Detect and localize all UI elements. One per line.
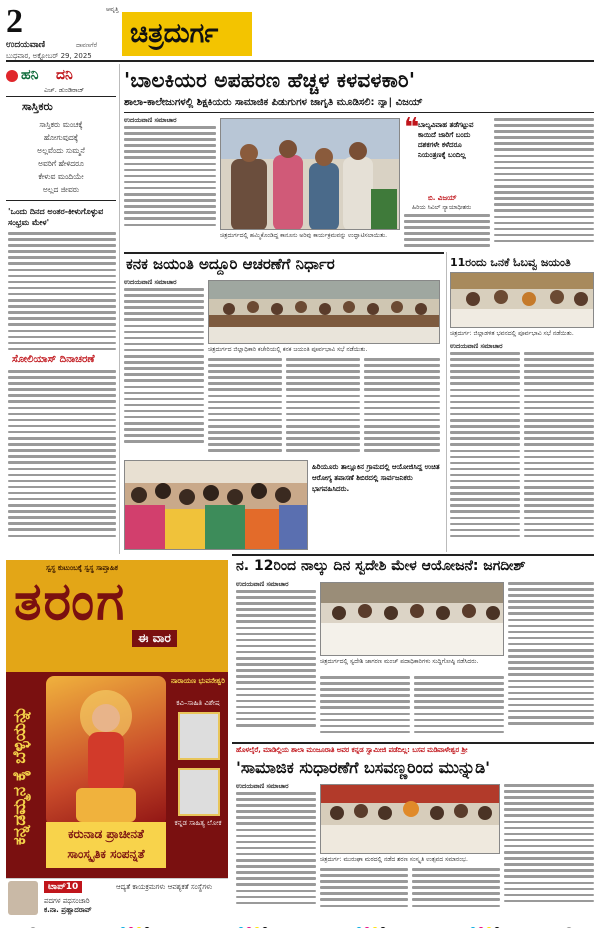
swadeshi-byline: ಉದಯವಾಣಿ ಸಮಾಚಾರ bbox=[236, 580, 289, 588]
registration-mark bbox=[470, 918, 522, 924]
edition-label: ಆವೃತ್ತಿ bbox=[106, 6, 119, 13]
registration-mark bbox=[120, 918, 172, 924]
left-story-body bbox=[8, 232, 116, 350]
swadeshi-photo bbox=[320, 582, 504, 656]
basavanna-byline: ಉದಯವಾಣಿ ಸಮಾಚಾರ bbox=[236, 782, 289, 790]
crowd-photo-caption: ಹಿರಿಯೂರು ತಾಲ್ಲೂಕಿನ ಗ್ರಾಮದಲ್ಲಿ ಆಯೋಜಿಸಿದ್ದ ಉಚಿತ ಆರೋಗ್ಯ ತಪಾಸಣೆ ಶಿಬಿರದಲ್ಲಿ ಸಾರ್ವಜನಿಕರು ಭಾಗವಹಿಸಿದರು. bbox=[312, 463, 440, 493]
registration-mark bbox=[566, 918, 600, 924]
column-rule bbox=[446, 252, 447, 552]
ad-portrait-two bbox=[178, 768, 220, 816]
ad-feature-one-sub: ಕವಿ–ಸಾಹಿತಿ ವಿಶೇಷ bbox=[176, 699, 220, 707]
divider bbox=[232, 742, 594, 744]
basavanna-headline: 'ಸಾಮಾಜಿಕ ಸುಧಾರಣೆಗೆ ಬಸವಣ್ಣರಿಂದ ಮುನ್ನುಡಿ' bbox=[236, 758, 491, 777]
lead-headline: 'ಬಾಲಕಿಯರ ಅಪಹರಣ ಹೆಚ್ಚಳ ಕಳವಳಕಾರಿ' bbox=[124, 68, 416, 92]
obavva-photo-image bbox=[451, 273, 594, 328]
obavva-byline: ಉದಯವಾಣಿ ಸಮಾಚಾರ bbox=[450, 342, 503, 350]
basavanna-kicker: ಹೊಳಲ್ಕೆರೆ, ಮಾಡಿಲ್ಲಿಯ ಶಾಲಾ ಮಂಜೂರಾತಿ ಅವರ ಕನ್ನಡ ಸ್ವಾಮೀಜಿ ಪಡೆದಿಲ್ಲ: ಬಸವ ಮಡಿವಾಳೇಶ್ವರ ಶ್ರೀ bbox=[236, 746, 468, 754]
kanaka-headline: ಕನಕ ಜಯಂತಿ ಅದ್ದೂರಿ ಆಚರಣೆಗೆ ನಿರ್ಧಾರ bbox=[126, 255, 335, 273]
poem-title: ಸಾಸ್ತಿಕರು bbox=[22, 100, 53, 113]
page-number: 2 bbox=[6, 3, 23, 40]
obavva-body-col2 bbox=[524, 352, 594, 552]
kanaka-photo-caption: ಚಿತ್ರದುರ್ಗದ ಜಿಲ್ಲಾಧಿಕಾರಿ ಕಚೇರಿಯಲ್ಲಿ ಕನಕ ಜಯಂತಿ ಪೂರ್ವಭಾವಿ ಸಭೆ ನಡೆಯಿತು. bbox=[208, 346, 368, 353]
poem bbox=[6, 118, 116, 196]
swadeshi-photo-image bbox=[321, 583, 504, 656]
lead-photo-image bbox=[221, 119, 400, 230]
poem-line: ಅಲ್ಲವೆಂದು ಸುಮ್ಮನೆ bbox=[37, 146, 85, 155]
lead-body-col1 bbox=[124, 126, 216, 230]
obavva-headline: 11ರಂದು ಒನಕೆ ಓಬವ್ವ ಜಯಂತಿ bbox=[450, 256, 571, 269]
left-story2-body bbox=[8, 370, 116, 552]
divider bbox=[124, 112, 594, 113]
masthead bbox=[6, 4, 594, 62]
lead-byline: ಉದಯವಾಣಿ ಸಮಾಚಾರ bbox=[124, 116, 177, 124]
swadeshi-body-col4 bbox=[508, 582, 594, 740]
kanaka-body-col1 bbox=[124, 288, 204, 456]
kanaka-byline: ಉದಯವಾಣಿ ಸಮಾಚಾರ bbox=[124, 278, 177, 286]
obavva-photo bbox=[450, 272, 594, 328]
kanaka-body-col3 bbox=[286, 358, 360, 458]
ad-subtitle: ಈ ವಾರ bbox=[132, 630, 177, 647]
basavanna-photo bbox=[320, 784, 500, 854]
brand-name: ಉದಯವಾಣಿ bbox=[6, 40, 46, 50]
divider bbox=[124, 252, 444, 254]
ad-bottom-text: ಕರುನಾಡ ಪ್ರಾಚೀನತೆ ಸಾಂಸ್ಕೃತಿಕ ಸಂಪನ್ನತೆ bbox=[67, 827, 145, 861]
lead-photo bbox=[220, 118, 400, 230]
deity-icon bbox=[46, 676, 166, 826]
ad-tagline: ಸ್ವಸ್ಥ ಕುಟುಂಬಕ್ಕೆ ಸ್ವಸ್ಥ ಸಾಪ್ತಾಹಿಕ bbox=[46, 564, 118, 572]
top10-avatar bbox=[8, 881, 38, 915]
lead-pullquote bbox=[404, 113, 490, 192]
taranga-ad[interactable] bbox=[6, 560, 228, 878]
kanaka-photo-image bbox=[209, 281, 440, 344]
ad-vertical-text: ಕನ್ನಡಮ್ಮನ ಕೈ ಬೆಳ್ಳಿಯನ್ನು bbox=[10, 705, 30, 845]
basavanna-body-col3 bbox=[412, 868, 500, 916]
obavva-body-col1 bbox=[450, 352, 520, 552]
hanidani-logo bbox=[6, 66, 118, 86]
ad-deity-illustration bbox=[46, 676, 166, 826]
kanaka-photo bbox=[208, 280, 440, 344]
crowd-photo-image bbox=[125, 461, 308, 550]
lead-subheadline: ಶಾಲಾ-ಕಾಲೇಜುಗಳಲ್ಲಿ ಶಿಕ್ಷಕಿಯರು ಸಾಮಾಜಿಕ ಪಿಡುಗುಗಳ ಜಾಗೃತಿ ಮೂಡಿಸಲಿ: ನ್ಯಾ| ವಿಜಯ್ bbox=[124, 97, 423, 108]
basavanna-body-col1 bbox=[236, 792, 316, 916]
top10-strip[interactable] bbox=[6, 878, 228, 916]
top10-person: ಪದಗಳ ಪಥಸಂಚಾರಿ bbox=[44, 897, 90, 905]
divider bbox=[6, 200, 116, 201]
basavanna-body-col2 bbox=[320, 868, 408, 916]
basavanna-body-col4 bbox=[504, 784, 594, 916]
left-story2-title: ಸೋಲಿಯಾಸ್ ದಿನಾಚರಣೆ bbox=[12, 354, 95, 365]
poem-line: ಸಾಸ್ತಿಕರು ಮಂಚಕ್ಕೆ bbox=[39, 120, 83, 129]
hanidani-first: ಹನಿ bbox=[21, 67, 39, 83]
ad-portrait-one bbox=[178, 712, 220, 760]
hanidani-second: ದನಿ bbox=[56, 67, 73, 83]
swadeshi-body-col3 bbox=[414, 676, 504, 740]
left-story-title: 'ಒಂದು ದಿನದ ಅಂತರ-ಕೀಳುಗೊಳ್ಳುವ ಸಂಭ್ರಮ ಮೇಳ' bbox=[8, 207, 104, 227]
pullquote-author: ಬಿ. ವಿಜಯ್ bbox=[428, 194, 457, 202]
obavva-photo-caption: ಚಿತ್ರದುರ್ಗ: ಜಿಲ್ಲಾಡಳಿತ ಭವನದಲ್ಲಿ ಪೂರ್ವಭಾವಿ ಸಭೆ ನಡೆಯಿತು. bbox=[450, 330, 574, 337]
lead-body-col3 bbox=[404, 214, 490, 250]
column-rule bbox=[119, 64, 120, 554]
divider bbox=[6, 96, 116, 97]
registration-mark bbox=[356, 918, 408, 924]
poem-line: ಕೇಳುವ ಮಂದಿಯೇ bbox=[38, 172, 84, 181]
pullquote-text: ಬಾಲ್ಯವಿವಾಹ ತಡೆಗಟ್ಟುವ ಕಾಯಿದೆ ಜಾರಿಗೆ ಬಂದು ದಶಕಗಳೇ ಕಳೆದರೂ ನಿಯಂತ್ರಣಕ್ಕೆ ಬಂದಿಲ್ಲ bbox=[418, 121, 474, 159]
top10-name: ಕ.ನಾ. ಪ್ರಹ್ಲಾದರಾವ್ bbox=[44, 906, 92, 914]
ad-feature-two: ಕನ್ನಡ ಸಾಹಿತ್ಯ ಲೋಕ bbox=[174, 819, 222, 827]
lead-body-col4 bbox=[494, 118, 594, 250]
kanaka-body-col2 bbox=[208, 358, 282, 458]
swadeshi-photo-caption: ಚಿತ್ರದುರ್ಗದಲ್ಲಿ ಸ್ವದೇಶಿ ಜಾಗರಣ ಮಂಚ್ ಪದಾಧಿಕಾರಿಗಳು ಸುದ್ದಿಗೋಷ್ಠಿ ನಡೆಸಿದರು. bbox=[320, 658, 479, 665]
edition-small: ದಾವಣಗೆರೆ bbox=[76, 42, 98, 49]
basavanna-photo-image bbox=[321, 785, 500, 854]
hanidani-dot-icon bbox=[6, 70, 18, 82]
dateline: ಬುಧವಾರ, ಅಕ್ಟೋಬರ್ 29, 2025 bbox=[6, 52, 92, 60]
pullquote-role: ಹಿರಿಯ ಸಿವಿಲ್ ನ್ಯಾಯಾಧೀಶರು bbox=[412, 204, 472, 211]
basavanna-photo-caption: ಚಿತ್ರದುರ್ಗ: ಮುರುಘಾ ಮಠದಲ್ಲಿ ನಡೆದ ಶರಣ ಸಂಸ್ಕೃತಿ ಉತ್ಸವದ ಸಮಾರಂಭ. bbox=[320, 856, 468, 863]
ad-title: ತರಂಗ bbox=[14, 572, 127, 632]
crowd-photo bbox=[124, 460, 308, 550]
quote-icon: ❝ bbox=[404, 113, 420, 143]
registration-mark bbox=[238, 918, 290, 924]
registration-mark bbox=[30, 918, 82, 924]
swadeshi-body-col2 bbox=[320, 676, 410, 740]
kanaka-body-col4 bbox=[364, 358, 440, 458]
top10-right-text: ಆದ್ಯತೆ ಕಾಯಕ್ರಮಗಳು ಆವಶ್ಯಕತೆ ಸಂಸ್ಥೆಗಳು bbox=[116, 883, 213, 891]
section-title: ಚಿತ್ರದುರ್ಗ bbox=[130, 18, 219, 49]
ad-feature-one: ನಾರಾಯಣ ಭುವನೇಶ್ವರಿ bbox=[171, 677, 225, 685]
lead-photo-caption: ಚಿತ್ರದುರ್ಗದಲ್ಲಿ ಹಮ್ಮಿಕೊಂಡಿದ್ದ ಕಾನೂನು ಅರಿವು ಕಾರ್ಯಕ್ರಮವನ್ನು ಉದ್ಘಾಟಿಸಲಾಯಿತು. bbox=[220, 232, 388, 239]
poem-line: ಅವರಿಗೆ ಹೇಳಿದರೂ bbox=[38, 159, 84, 168]
divider bbox=[232, 554, 594, 556]
poem-line: ಹೋಗುವುದಕ್ಕೆ bbox=[43, 133, 79, 142]
poem-line: ಅಲ್ಲದ ಜೀವರು bbox=[42, 185, 80, 194]
top10-badge: ಟಾಪ್10 bbox=[44, 881, 82, 893]
swadeshi-body-col1 bbox=[236, 590, 316, 740]
hanidani-author: ಎಚ್. ಡುಂಡಿರಾಜ್ bbox=[44, 86, 85, 94]
swadeshi-headline: ನ. 12ರಿಂದ ನಾಲ್ಕು ದಿನ ಸ್ವದೇಶಿ ಮೇಳ ಆಯೋಜನೆ: ಜಗದೀಶ್ bbox=[236, 558, 526, 574]
